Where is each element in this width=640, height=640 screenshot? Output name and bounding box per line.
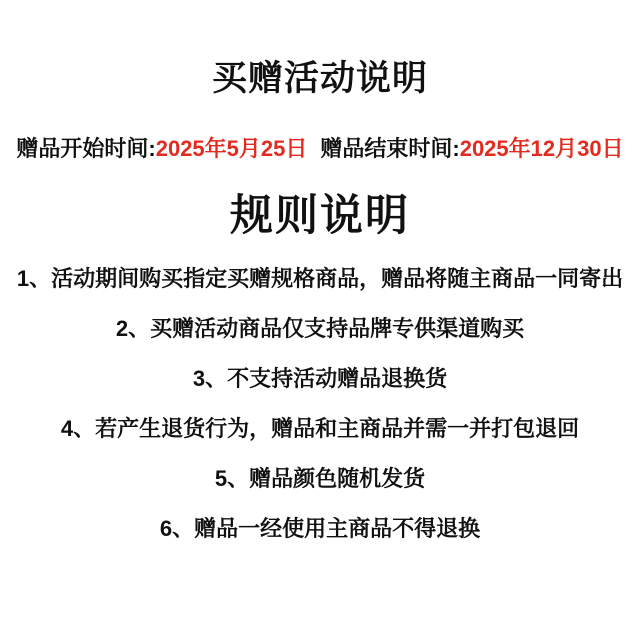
gift-start-date: 2025年5月25日 [155, 136, 308, 161]
rule-item-2: 2、买赠活动商品仅支持品牌专供渠道购买 [115, 316, 525, 341]
rule-item-4: 4、若产生退货行为，赠品和主商品并需一并打包退回 [60, 416, 580, 441]
page-title: 买赠活动说明 [211, 59, 428, 98]
rules-section-title: 规则说明 [230, 192, 410, 240]
gift-period-line [0, 136, 640, 162]
rule-item-6: 6、赠品一经使用主商品不得退换 [159, 516, 481, 541]
rules-list [0, 266, 640, 542]
gift-end-label: 赠品结束时间: [320, 136, 460, 161]
rule-item-1: 1、活动期间购买指定买赠规格商品，赠品将随主商品一同寄出 [16, 266, 624, 291]
gift-end-date: 2025年12月30日 [459, 136, 624, 161]
gift-start-label: 赠品开始时间: [16, 136, 156, 161]
rule-item-5: 5、赠品颜色随机发货 [214, 466, 426, 491]
rule-item-3: 3、不支持活动赠品退换货 [192, 366, 448, 391]
